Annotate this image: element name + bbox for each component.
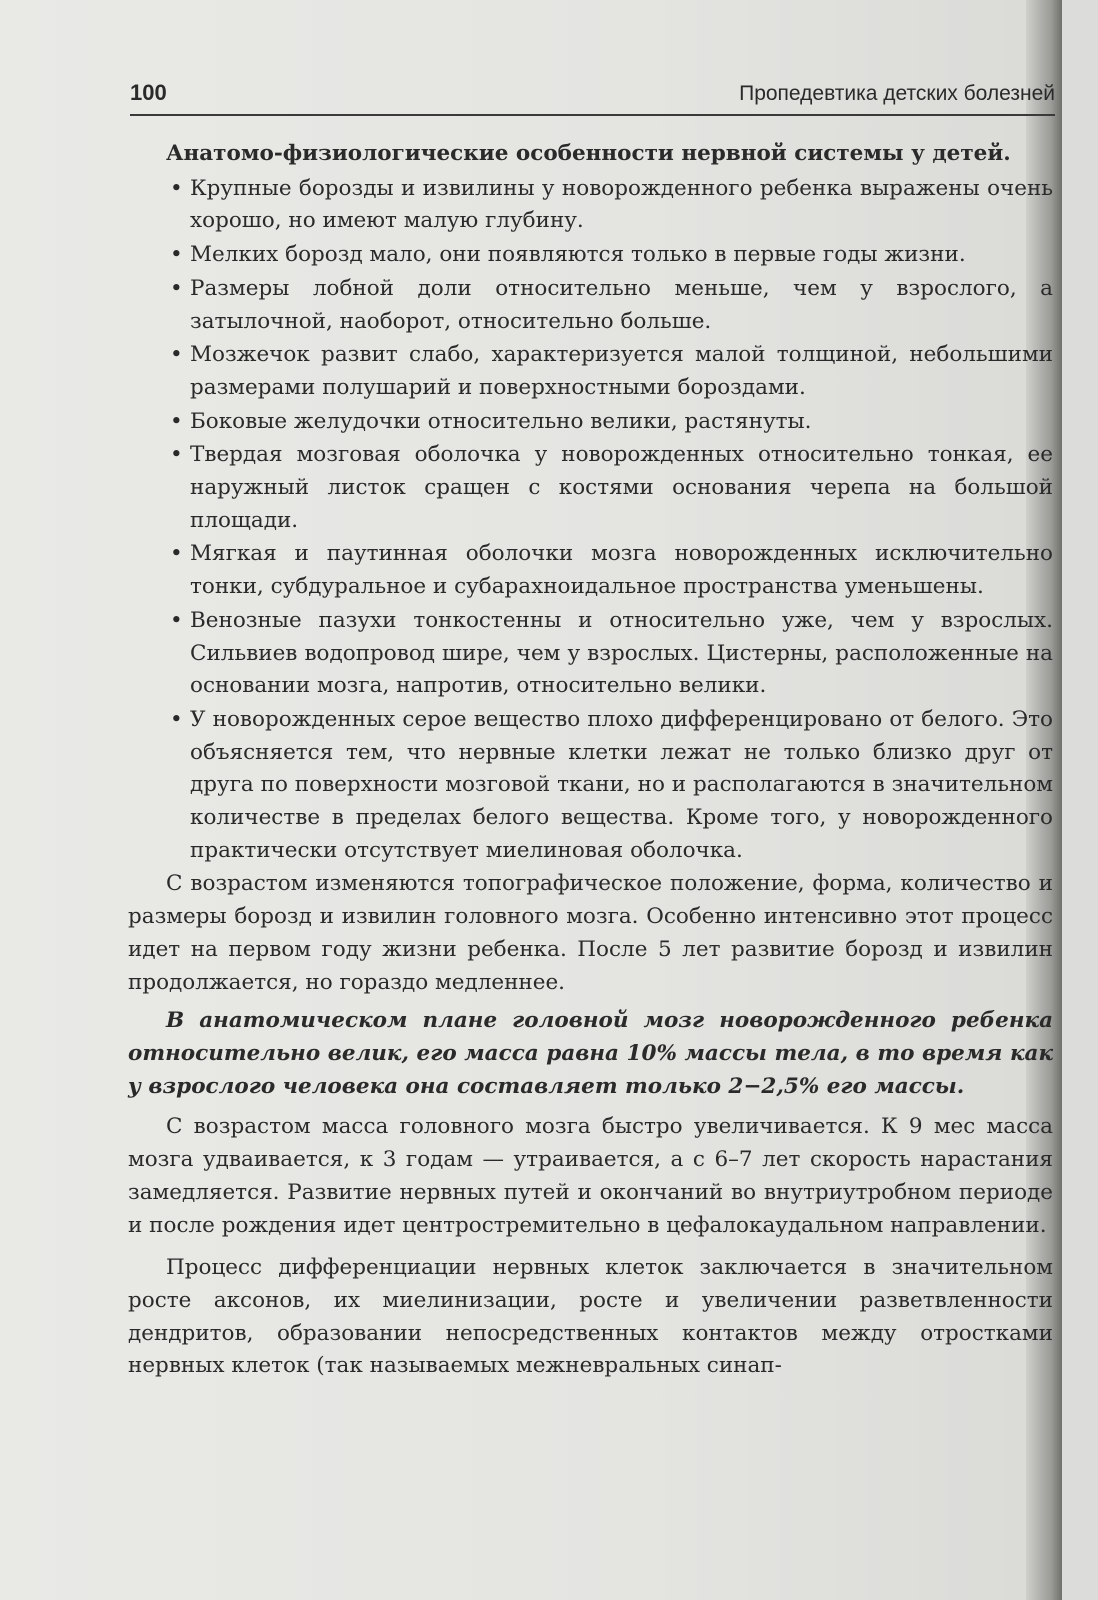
bullet-icon: • [170,607,183,633]
list-item [128,339,1053,404]
paragraph: С возрастом масса головного мозга быстро увеличивается. К 9 мес масса мозга удваивается, к 3 годам — утраивается, а с 6–7 лет скорость нарастания замедляется. Развитие нервных путей и окончаний во внутриутробном периоде и после рождения идет центростремительно в цефалокаудальном направлении. [128,1114,1053,1238]
page-body [128,138,1053,1385]
emphasis-paragraph: В анатомическом плане головной мозг новорожденного ребенка относительно велик, его масса равна 10% массы тела, в то время как у взрослого человека она составляет только 2−2,5% его массы. [128,1008,1053,1099]
features-list [128,173,1053,868]
list-item [128,239,1053,272]
paragraph: С возрастом изменяются топографическое положение, форма, количество и размеры борозд и извилин головного мозга. Особенно интенсивно этот процесс идет на первом году жизни ребенка. После 5 лет развитие борозд и извилин продолжается, но гораздо медленнее. [128,871,1053,995]
page-header [130,78,1055,116]
list-item-text: Боковые желудочки относительно велики, растянуты. [190,408,812,434]
section-heading: Анатомо-физиологические особенности нервной системы у детей. [166,141,1011,166]
list-item-text: Твердая мозговая оболочка у новорожденных относительно тонкая, ее наружный листок сращен с костями основания черепа на большой площади. [190,442,1053,533]
list-item-text: Венозные пазухи тонкостенны и относительно уже, чем у взрослых. Сильвиев водопровод шире, чем у взрослых. Цистерны, расположенные на основании мозга, напротив, относительно велики. [190,607,1053,699]
list-item-text: Крупные борозды и извилины у новорожденного ребенка выражены очень хорошо, но имеют малую глубину. [190,175,1053,234]
list-item [128,704,1053,868]
list-item [128,439,1053,537]
list-item [128,406,1053,439]
bullet-icon: • [170,242,183,268]
list-item-text: Мозжечок развит слабо, характеризуется малой толщиной, небольшими размерами полушарий и поверхностными бороздами. [190,342,1053,400]
running-title: Пропедевтика детских болезней [739,82,1055,105]
list-item-text: Мелких борозд мало, они появляются только в первые годы жизни. [190,242,966,268]
list-item [128,273,1053,338]
bullet-icon: • [170,706,183,732]
list-item-text: Размеры лобной доли относительно меньше, чем у взрослого, а затылочной, наоборот, относительно больше. [190,275,1053,334]
bullet-icon: • [170,275,183,301]
bullet-icon: • [170,541,183,567]
list-item [128,605,1053,703]
bullet-icon: • [170,408,183,434]
list-item-text: Мягкая и паутинная оболочки мозга новорожденных исключительно тонки, субдуральное и субарахноидальное пространства уменьшены. [190,541,1053,600]
bullet-icon: • [170,175,183,201]
paragraph: Процесс дифференциации нервных клеток заключается в значительном росте аксонов, их миелинизации, росте и увеличении разветвленности дендритов, образовании непосредственных контактов между отростками нервных клеток (так называемых межневральных синап- [128,1255,1053,1379]
page-number: 100 [130,80,167,105]
list-item [128,173,1053,238]
list-item [128,538,1053,603]
bullet-icon: • [170,342,183,368]
bullet-icon: • [170,442,183,468]
list-item-text: У новорожденных серое вещество плохо дифференцировано от белого. Это объясняется тем, что нервные клетки лежат не только близко друг от друга по поверхности мозговой ткани, но и располагаются в значительном количестве в пределах белого вещества. Кроме того, у новорожденного практически отсутствует миелиновая оболочка. [190,706,1053,863]
